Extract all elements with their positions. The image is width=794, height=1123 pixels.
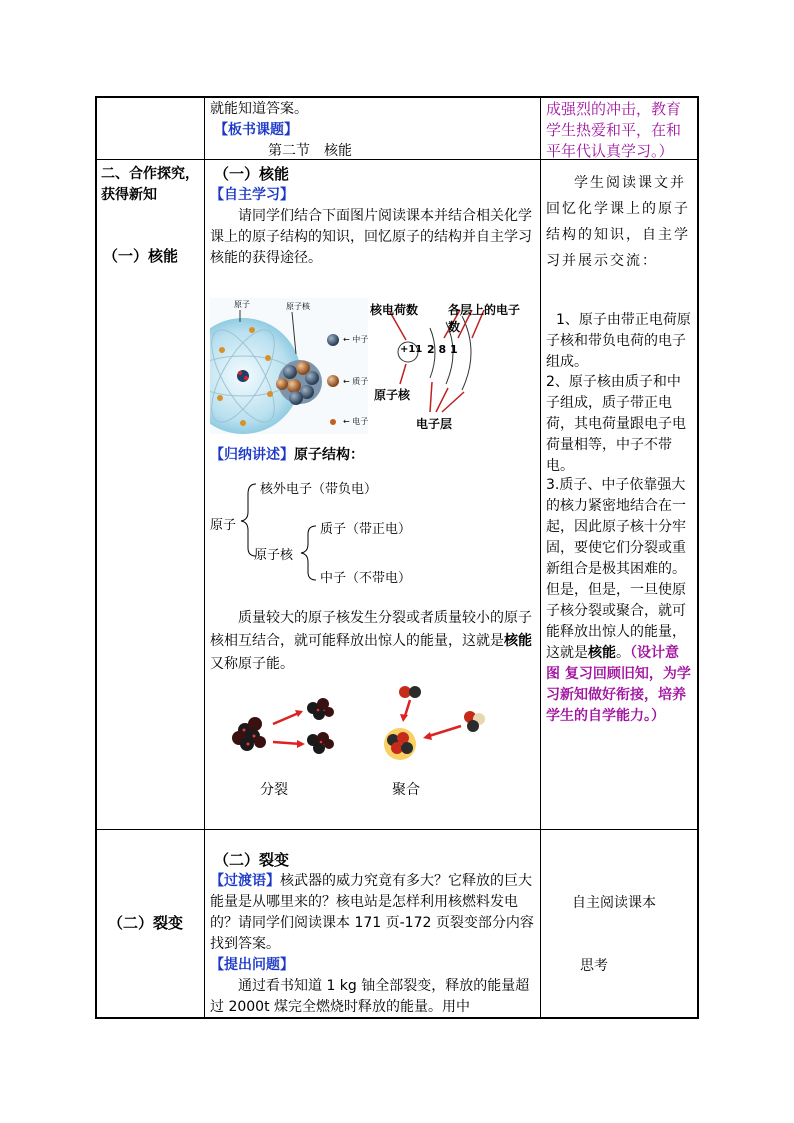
- fission-fusion-figure: [225, 684, 525, 784]
- row3-right-2: 思考: [580, 958, 608, 974]
- proton-label: ← 质子: [343, 377, 369, 386]
- atom-structure-tree: [208, 476, 528, 586]
- row2-right-p1: 1、原子由带正电荷原子核和带负电荷的电子组成。: [546, 312, 691, 370]
- row3-right-1: 自主阅读课本: [572, 895, 656, 911]
- shell-electrons-label: 各层上的电子数: [448, 303, 521, 334]
- row2-left-sub: （一）核能: [103, 247, 179, 265]
- row1-answer-line: 就能知道答案。: [210, 101, 308, 117]
- nucleus2-label: 原子核: [374, 388, 411, 402]
- summary-title: 原子结构：: [294, 447, 364, 463]
- board-title-label: 【板书课题】: [214, 122, 298, 138]
- nucleus-label: 原子核: [286, 302, 310, 311]
- transition-text: 核武器的威力究竟有多大？它释放的巨大能量是从哪里来的？核电站是怎样利用核燃料发电的？请同学们阅读课本 171 页-172 页裂变部分内容找到答案。: [210, 873, 534, 952]
- right-p3-end: 。: [616, 645, 630, 661]
- row2-middle-cell: [210, 164, 536, 269]
- neutron-label: ← 中子: [343, 335, 369, 344]
- right-p3-bold: 核能: [588, 645, 616, 661]
- transition-label: 【过渡语】: [210, 873, 280, 889]
- row3-middle-cell: [210, 850, 536, 1018]
- self-study-text: 请同学们结合下面图片阅读课本并结合相关化学课上的原子结构的知识，回忆原子的结构并自主学习核能的获得途径。: [210, 208, 532, 266]
- table-row-divider-2: [95, 829, 699, 830]
- tree-root: 原子: [210, 518, 237, 533]
- tree-nucleus: 原子核: [254, 548, 294, 563]
- energy-bold: 核能: [504, 633, 532, 649]
- nuclear-heading: （一）核能: [214, 165, 290, 183]
- right-p3-text: 3.质子、中子依靠强大的核力紧密地结合在一起，因此原子核十分牢固，要使它们分裂或重新组合是极其困难的。但是，但是，一旦使原子核分裂或聚合，就可能释放出惊人的能量，这就是: [546, 477, 686, 661]
- row2-right-p2: 2、原子核由质子和中子组成，质子带正电荷，其电荷量跟电子电荷量相等，中子不带电。: [546, 374, 686, 474]
- row1-right-cell: 成强烈的冲击，教育学生热爱和平，在和平年代认真学习。）: [546, 100, 682, 160]
- fusion-label: 聚合: [392, 782, 420, 798]
- fission-heading: （二）裂变: [214, 851, 290, 869]
- atom-figure: [210, 298, 520, 434]
- charge-label: 核电荷数: [370, 303, 419, 317]
- row2-right-intro: 学生阅读课文并回忆化学课上的原子结构的知识，自主学习并展示交流：: [546, 175, 690, 269]
- table-border-right: [697, 96, 699, 1019]
- section-title: 第二节 核能: [268, 143, 352, 159]
- tree-neutron: 中子（不带电）: [320, 571, 412, 586]
- fission-label: 分裂: [260, 782, 288, 798]
- nucleus-value: +11: [400, 344, 423, 355]
- row2-right-p3: [546, 475, 692, 727]
- shell-label: 电子层: [416, 417, 453, 431]
- fusion-graphic: [384, 686, 485, 760]
- row1-middle-cell: [210, 99, 536, 162]
- self-study-label: 【自主学习】: [210, 187, 294, 203]
- summary-label: 【归纳讲述】: [210, 447, 294, 463]
- design-intent: （设计意图 复习回顾旧知，为学习新知做好衔接，培养学生的自学能力。）: [546, 645, 691, 724]
- question-text: 通过看书知道 1 kg 铀全部裂变，释放的能量超过 2000t 煤完全燃烧时释放的能量。用中: [210, 978, 530, 1015]
- tree-outer-electron: 核外电子（带负电）: [260, 482, 378, 497]
- table-col-divider-2: [540, 96, 541, 1019]
- table-col-divider-1: [204, 96, 205, 1019]
- question-label: 【提出问题】: [210, 957, 294, 973]
- atom-label: 原子: [234, 300, 250, 309]
- energy-text: 质量较大的原子核发生分裂或者质量较小的原子核相互结合，就可能释放出惊人的能量，这就是: [210, 610, 532, 649]
- summary-line: [210, 445, 536, 466]
- row3-left: （二）裂变: [108, 914, 184, 932]
- fission-fusion-graphic: [225, 684, 525, 784]
- energy-paragraph: [210, 607, 532, 676]
- table-border-left: [95, 96, 97, 1019]
- row2-left-title: 二、合作探究，获得新知: [101, 166, 199, 203]
- shell-counts: 2 8 1: [427, 343, 458, 356]
- energy-text-end: 又称原子能。: [210, 656, 294, 672]
- tree-proton: 质子（带正电）: [320, 522, 412, 537]
- electron-label: ← 电子: [343, 417, 369, 426]
- table-border-top: [95, 96, 699, 98]
- fission-graphic: [232, 698, 334, 754]
